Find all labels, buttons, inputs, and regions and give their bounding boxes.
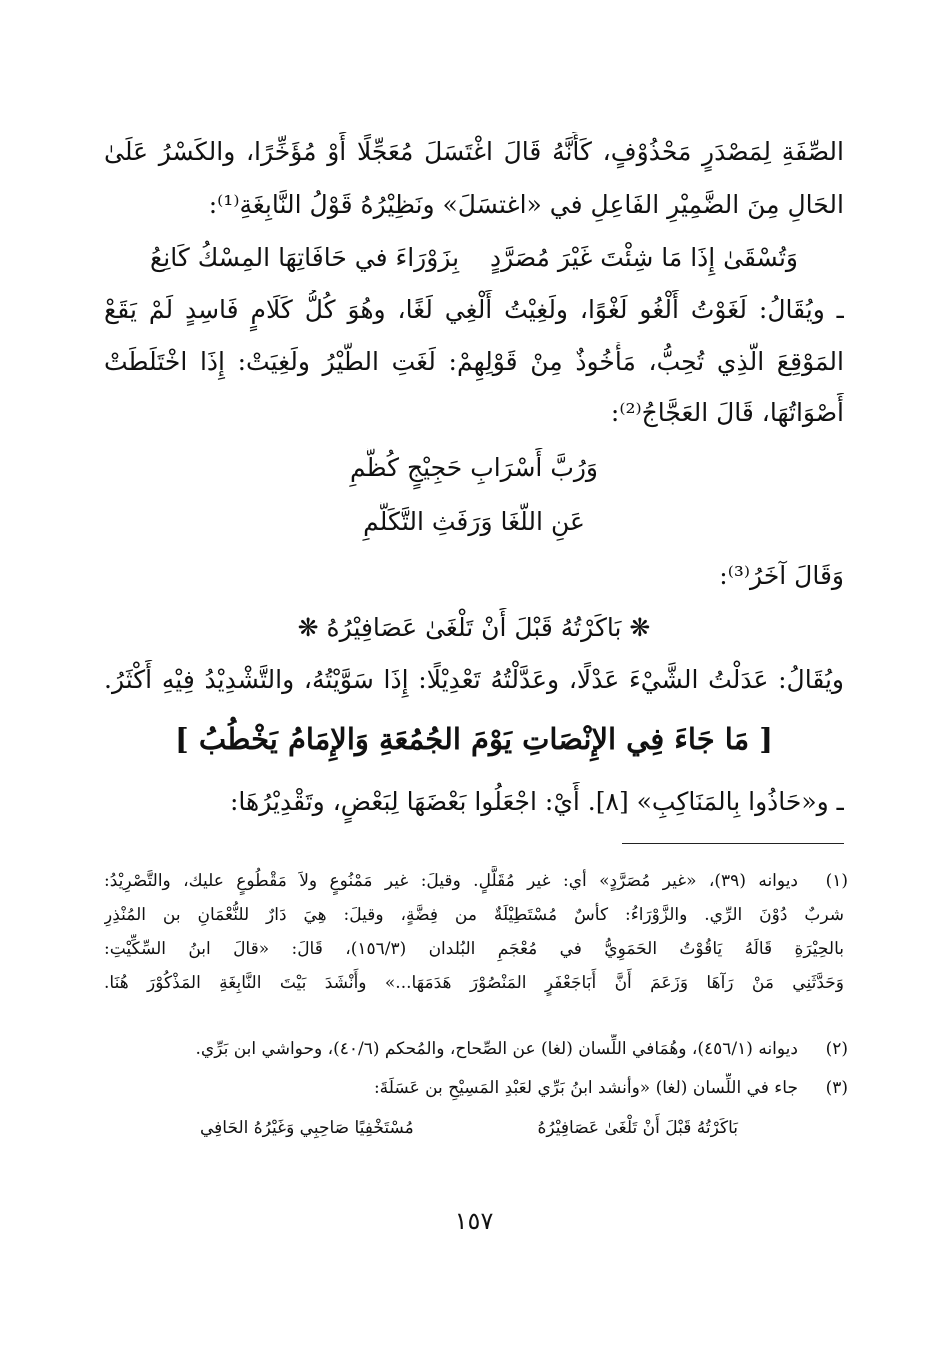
footnote-verse-first-hemistich: بَاكَرْتُهُ قَبْلَ أَنْ تَلْغَىٰ عَصَافِيْرُهُ [537, 1118, 738, 1138]
footnote-line: ديوانه (٤٥٦/١)، وهُمَافي اللِّسان (لغا) عن الصِّحاح، والمُحكم (٤٠/٦)، وحواشي ابن بَرِّي. [195, 1039, 798, 1059]
verse-first-hemistich: وَتُسْقَىٰ إِذَا مَا شِئْتَ غَيْرَ مُصَرَّدٍ [489, 243, 798, 272]
rajaz-line: عَنِ اللَّغَا وَرَفَثِ التَّكَلُّمِ [363, 507, 585, 536]
body-line: المَوْقِعَ الَّذِي تُحِبُّ، مَأْخُوذٌ مِنْ قَوْلِهِمْ: لَغَتِ الطَّيْرُ ولَغِيَتْ: إِذَا اخْتَلَطَتْ [104, 347, 844, 376]
footnote-line: شربٌ دُوْنَ الرِّي. والزَّوْرَاءُ: كأسٌ مُسْتَطِيْلَةٌ من فِضَّةٍ، وقيلَ: هِيَ دَارٌ للنُّعْمَانِ بن المُنْذِرِ [104, 905, 844, 925]
footnote-line: ديوانه (٣٩)، «غير مُصَرَّدٍ» أي: غير مُقَلَّلٍ. وقيلَ: غير مَمْنُوعٍ ولاَ مَقْطُوعٍ عليك، والتَّصْرِيْدُ: [104, 871, 798, 891]
footnote-verse [200, 1113, 738, 1145]
footnote-number: (١) [825, 871, 848, 891]
body-line: أَصْوَاتُهَا، قَالَ العَجَّاجُ⁽²⁾: [610, 398, 844, 427]
verse-second-hemistich: بِزَوْرَاءَ في حَافَاتِهَا المِسْكُ كَانِعُ [150, 243, 460, 272]
body-line: الحَالِ مِنَ الضَّمِيْرِ الفَاعِلِ في «اغتسَلَ» ونَظِيْرُهُ قَوْلُ النَّابِغَةِ⁽¹⁾: [208, 190, 844, 219]
body-line: ـ و«حَاذُوا بِالمَنَاكِبِ» [٨]. أَيْ: اجْعَلُوا بَعْضَهَا لِبَعْضٍ، وتَقْدِيْرُهَا: [229, 787, 844, 816]
body-line: وَقَالَ آخَرُ⁽³⁾: [719, 561, 844, 590]
footnote-line: وَحَدَّثَنِي مَنْ رَآهَا وَزَعَمَ أَنَّ أَبَاجَعْفَرٍ المَنْصُوْرَ هَدَمَهَا...» وأَنْشَدَ بَيْتَ النَّابِغَةِ المَذْكُوْرَ هُنَا. [104, 973, 844, 993]
footnote-line: بالحِيْرَةِ قَالَهُ يَاقُوْتُ الحَمَوِيُّ في مُعْجَمِ البُلدان (١٥٦/٣)، قَالَ: «قالَ ابنُ السِّكِّيْتِ: [104, 939, 844, 959]
footnote-verse-second-hemistich: مُسْتَخْفِيًا صَاحِبِي وَغَيْرُهُ الحَافِي [200, 1118, 414, 1138]
rajaz-line: وَرُبَّ أَسْرَابِ حَجِيْجٍ كُظَّمِ [349, 453, 598, 482]
body-line: الصِّفَةِ لِمَصْدَرٍ مَحْذُوْفٍ، كَأَنَّهُ قَالَ اغْتَسَلَ مُعَجِّلًا أَوْ مُؤَخِّرًا، والكَسْرُ عَلَىٰ [104, 137, 844, 166]
footnote-number: (٢) [825, 1039, 848, 1059]
section-heading: [ مَا جَاءَ فِي الإِنْصَاتِ يَوْمَ الجُمُعَةِ وَالإِمَامُ يَخْطُبُ ] [175, 722, 773, 756]
footnote-divider [622, 843, 844, 844]
footnote-number: (٣) [825, 1078, 848, 1098]
page-number: ١٥٧ [454, 1207, 494, 1235]
poetry-verse [150, 238, 798, 280]
footnote-line: جاء في اللِّسان (لغا) «وأنشد ابنُ بَرِّي لعَبْدِ المَسِيْحِ بن عَسَلَةَ: [373, 1078, 798, 1098]
body-line: ويُقَالُ: عَدَلْتُ الشَّيْءَ عَدْلًا، وعَدَّلْتُهُ تَعْدِيْلًا: إِذَا سَوَّيْتُهُ، والتَّشْدِيْدُ فِيْهِ أَكْثَرُ. [104, 665, 844, 694]
body-line: ـ ويُقَالُ: لَغَوْتُ أَلْغُو لَغْوًا، ولَغِيْتُ أَلْغِي لَغًا، وهُوَ كُلُّ كَلَامٍ فَاسِدٍ لَمْ يَقَعْ [104, 295, 844, 324]
hemistich-line: ❋ بَاكَرْتُهُ قَبْلَ أَنْ تَلْغَىٰ عَصَافِيْرُهُ ❋ [297, 613, 651, 642]
